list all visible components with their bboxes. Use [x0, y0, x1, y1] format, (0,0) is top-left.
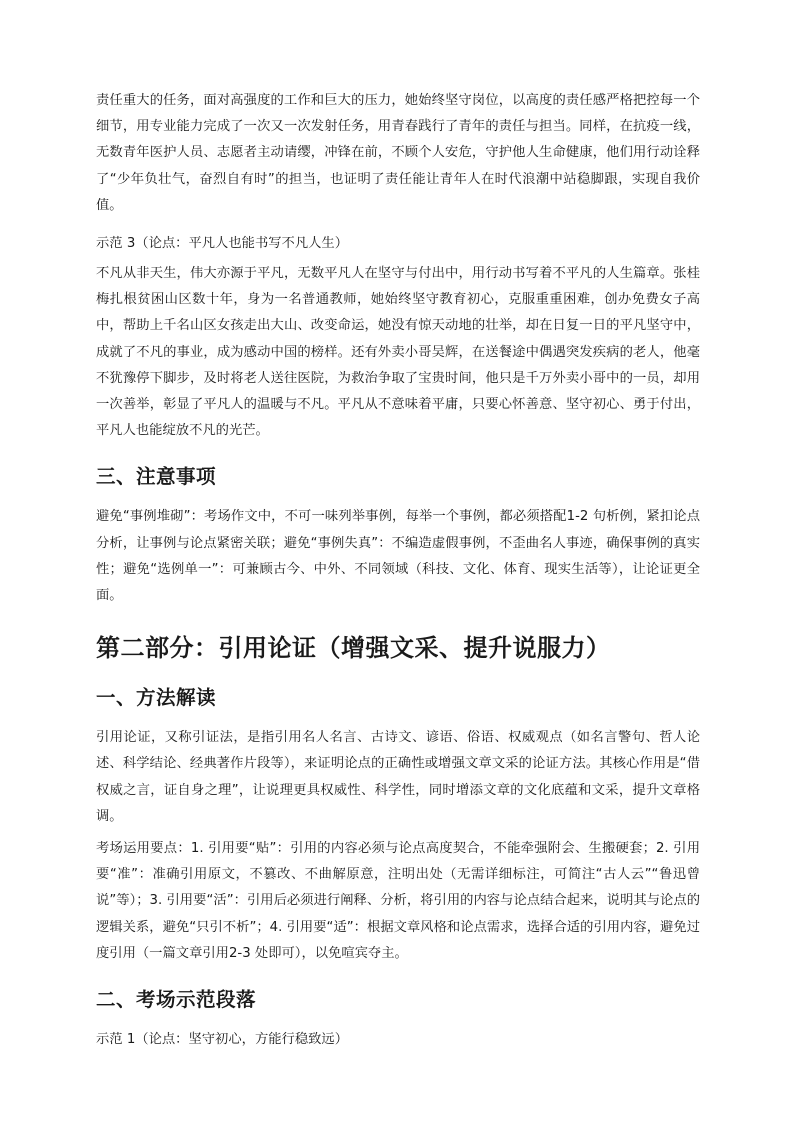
example-3-label: 示范 3（论点：平凡人也能书写不凡人生）	[96, 236, 349, 252]
example-3-paragraph: 不凡从非天生，伟大亦源于平凡，无数平凡人在坚守与付出中，用行动书写着不平凡的人生篇章。张桂梅扎根贫困山区数十年，身为一名普通教师，她始终坚守教育初心，克服重重困难，创办免费女子高中，帮助上千名山区女孩走出大山、改变命运，她没有惊天动地的壮举，却在日复一日的平凡坚守中，成就了不凡的事业，成为感动中国的榜样。还有外卖小哥吴辉，在送餐途中偶遇突发疾病的老人，他毫不犹豫停下脚步，及时将老人送往医院，为救治争取了宝贵时间，他只是千万外卖小哥中的一员，却用一次善举，彰显了平凡人的温暖与不凡。平凡从不意味着平庸，只要心怀善意、坚守初心、勇于付出，平凡人也能绽放不凡的光芒。	[96, 266, 700, 439]
tips-paragraph: 考场运用要点：1. 引用要“贴”：引用的内容必须与论点高度契合，不能牵强附会、生搬硬套；2. 引用要“准”：准确引用原文，不篡改、不曲解原意，注明出处（无需详细标注，可简注“古人云”“鲁迅曾说”等）；3. 引用要“活”：引用后必须进行阐释、分析，将引用的内容与论点结合起来，说明其与论点的逻辑关系，避免“只引不析”；4. 引用要“适”：根据文章风格和论点需求，选择合适的引用内容，避免过度引用（一篇文章引用2-3 处即可），以免喧宾夺主。	[96, 841, 700, 961]
example-1-label: 示范 1（论点：坚守初心，方能行稳致远）	[96, 1032, 349, 1048]
examples-heading: 二、考场示范段落	[96, 988, 257, 1012]
method-paragraph: 引用论证，又称引证法，是指引用名人名言、古诗文、谚语、俗语、权威观点（如名言警句、哲人论述、科学结论、经典著作片段等），来证明论点的正确性或增强文章文采的论证方法。其核心作用是“借权威之言，证自身之理”，让说理更具权威性、科学性，同时增添文章的文化底蕴和文采，提升文章格调。	[96, 730, 700, 824]
section-3-heading: 三、注意事项	[96, 465, 217, 489]
notes-paragraph: 避免“事例堆砌”：考场作文中，不可一味列举事例，每举一个事例，都必须搭配1-2 句析例，紧扣论点分析，让事例与论点紧密关联；避免“事例失真”：不编造虚假事例，不歪曲名人事迹，确保事例的真实性；避免“选例单一”：可兼顾古今、中外、不同领域（科技、文化、体育、现实生活等），让论证更全面。	[96, 509, 700, 604]
part-2-heading: 第二部分：引用论证（增强文采、提升说服力）	[96, 634, 611, 663]
intro-paragraph: 责任重大的任务，面对高强度的工作和巨大的压力，她始终坚守岗位，以高度的责任感严格把控每一个细节，用专业能力完成了一次又一次发射任务，用青春践行了青年的责任与担当。同样，在抗疫一线，无数青年医护人员、志愿者主动请缨，冲锋在前，不顾个人安危，守护他人生命健康，他们用行动诠释了“少年负壮气，奋烈自有时”的担当，也证明了责任能让青年人在时代浪潮中站稳脚跟，实现自我价值。	[96, 93, 700, 213]
document-page	[96, 88, 700, 1057]
method-heading: 一、方法解读	[96, 686, 217, 710]
